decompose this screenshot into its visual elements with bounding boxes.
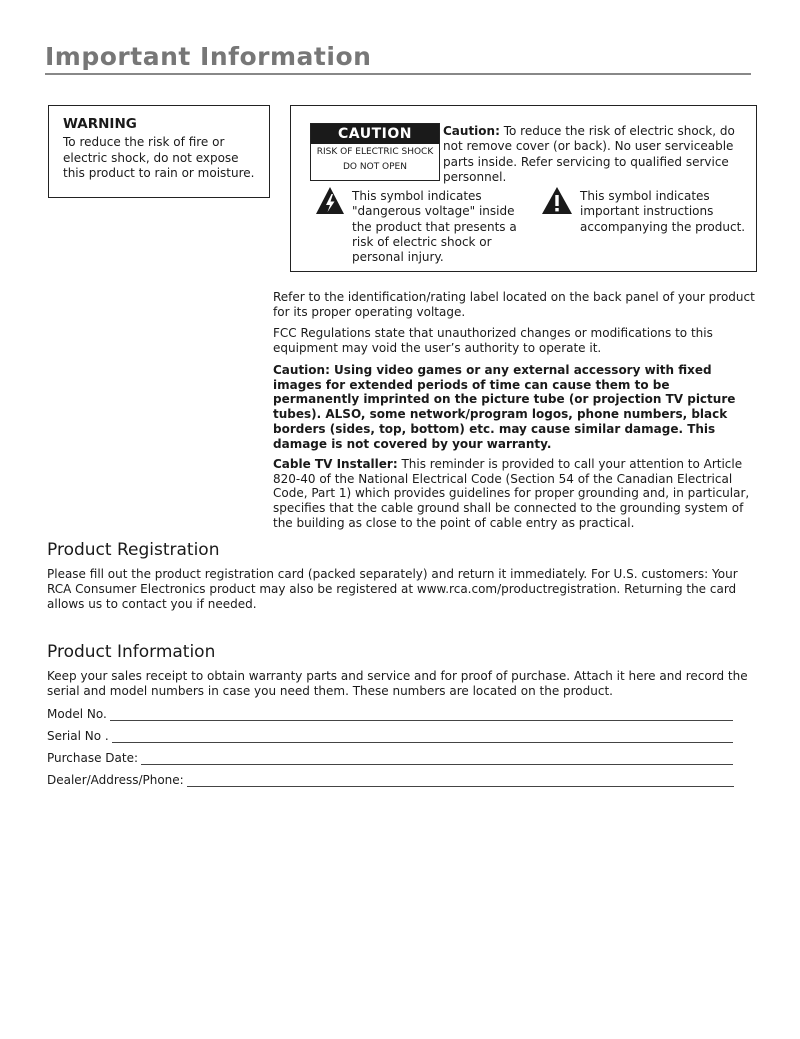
warning-box	[48, 105, 270, 198]
product-information-heading: Product Information	[47, 642, 216, 662]
caution-text	[443, 124, 748, 185]
model-number-line[interactable]	[110, 709, 733, 721]
important-instructions-text: This symbol indicates important instructions accompanying the product.	[580, 189, 746, 234]
caution-label	[310, 123, 440, 181]
model-number-label: Model No.	[47, 707, 107, 721]
caution-label-title: CAUTION	[311, 124, 439, 144]
caution-do-not-open-text: DO NOT OPEN	[343, 162, 407, 172]
caution-lead: Caution:	[443, 124, 500, 138]
dealer-info-line[interactable]	[187, 775, 734, 787]
caution-body: To reduce the risk of electric shock, do not remove cover (or back). No user serviceable parts inside. Refer servicing to qualified service personnel.	[443, 124, 735, 184]
purchase-date-label: Purchase Date:	[47, 751, 139, 765]
serial-number-line[interactable]	[112, 731, 733, 743]
model-number-field[interactable]	[47, 705, 733, 721]
title-divider	[45, 73, 751, 75]
lightning-warning-icon	[315, 186, 345, 220]
caution-risk-text: RISK OF ELECTRIC SHOCK	[316, 147, 434, 157]
caution-label-risk	[311, 145, 439, 175]
cable-installer-note	[273, 457, 757, 531]
dangerous-voltage-text: This symbol indicates "dangerous voltage" inside the product that presents a risk of electric shock or personal injury.	[352, 189, 517, 265]
serial-number-label: Serial No .	[47, 729, 109, 743]
dealer-info-field[interactable]	[47, 771, 734, 787]
voltage-note: Refer to the identification/rating label located on the back panel of your product for its proper operating voltage.	[273, 290, 755, 319]
caution-box	[290, 105, 757, 272]
exclamation-warning-icon	[541, 186, 573, 220]
purchase-date-line[interactable]	[141, 753, 733, 765]
burn-in-caution: Caution: Using video games or any external accessory with fixed images for extended periods of time can cause them to be permanently imprinted on the picture tube (or projection TV picture tubes). ALSO, some network/program logos, phone numbers, black borders (sides, top, bottom) etc. may cause similar damage. This damage is not covered by your warranty.	[273, 363, 736, 451]
cable-installer-lead: Cable TV Installer:	[273, 457, 398, 471]
fcc-note: FCC Regulations state that unauthorized changes or modifications to this equipment may void the user’s authority to operate it.	[273, 326, 713, 355]
product-registration-text: Please fill out the product registration card (packed separately) and return it immediately. For U.S. customers: Your RCA Consumer Electronics product may also be registered at www.rca.com/productregistration. Returning the card allows us to contact you if needed.	[47, 567, 738, 611]
serial-number-field[interactable]	[47, 727, 733, 743]
warning-text: To reduce the risk of fire or electric shock, do not expose this product to rain or moisture.	[63, 135, 255, 180]
purchase-date-field[interactable]	[47, 749, 733, 765]
warning-heading: WARNING	[63, 116, 137, 132]
page-title: Important Information	[45, 42, 372, 71]
product-registration-heading: Product Registration	[47, 540, 220, 560]
product-information-text: Keep your sales receipt to obtain warranty parts and service and for proof of purchase. Attach it here and record the serial and model numbers in case you need them. These numbers are located on the product.	[47, 669, 748, 698]
dealer-info-label: Dealer/Address/Phone:	[47, 773, 184, 787]
cable-installer-body: This reminder is provided to call your attention to Article 820-40 of the National Electrical Code (Section 54 of the Canadian Electrical Code, Part 1) which provides guidelines for proper grounding and, in particular, specifies that the cable ground shall be connected to the grounding system of the building as close to the point of cable entry as practical.	[273, 457, 750, 530]
